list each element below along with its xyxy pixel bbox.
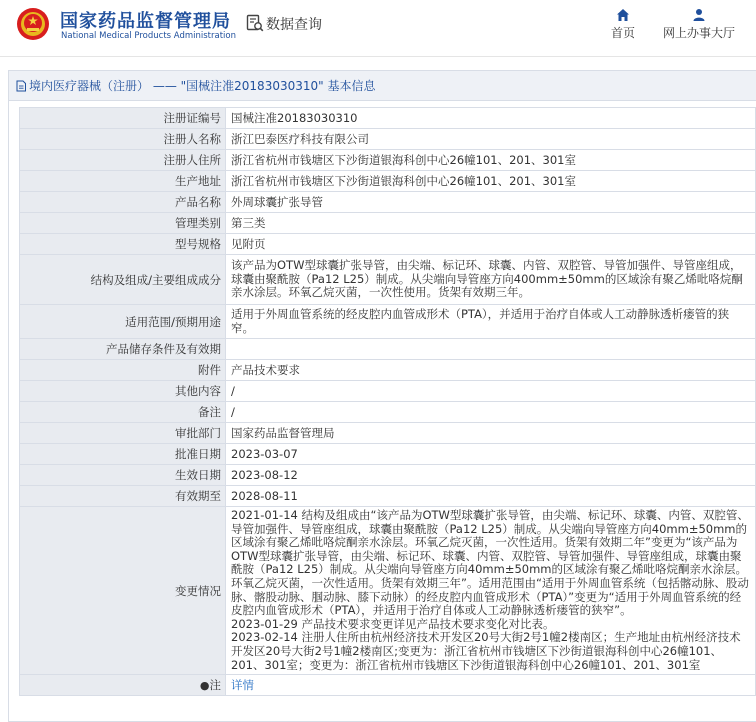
field-label: 注册人住所 [20, 150, 226, 171]
field-label: 附件 [20, 360, 226, 381]
field-value: / [226, 402, 756, 423]
table-row [20, 507, 756, 675]
table-row [20, 381, 756, 402]
field-value: 浙江巴泰医疗科技有限公司 [226, 129, 756, 150]
field-label: 产品名称 [20, 192, 226, 213]
note-label-cell [20, 675, 226, 696]
field-label: 产品储存条件及有效期 [20, 339, 226, 360]
field-value: 2023-08-12 [226, 465, 756, 486]
site-header [0, 0, 756, 56]
panel-title: 境内医疗器械（注册） —— "国械注准20183030310" 基本信息 [29, 79, 376, 93]
nav-home[interactable] [603, 8, 643, 41]
field-label: 注册证编号 [20, 108, 226, 129]
field-label: 审批部门 [20, 423, 226, 444]
table-row [20, 129, 756, 150]
field-value: 该产品为OTW型球囊扩张导管，由尖端、标记环、球囊、内管、双腔管、导管加强件、导管座组成，球囊由聚酰胺（Pa12 L25）制成。从尖端向导管座方向400mm±50mm的区域涂有聚乙烯吡咯烷酮亲水涂层。环氧乙烷灭菌，一次性使用。货架有效期三年。 [226, 255, 756, 305]
note-value [226, 675, 756, 696]
details-link[interactable]: 详情 [231, 678, 254, 693]
nav-online-office[interactable] [655, 8, 743, 41]
data-search-icon[interactable] [246, 14, 264, 32]
field-label: 生产地址 [20, 171, 226, 192]
field-value: 2028-08-11 [226, 486, 756, 507]
field-label: 注册人名称 [20, 129, 226, 150]
table-row [20, 360, 756, 381]
field-value: 产品技术要求 [226, 360, 756, 381]
field-label: 变更情况 [20, 507, 226, 675]
national-emblem-icon[interactable] [16, 7, 50, 41]
field-label: 生效日期 [20, 465, 226, 486]
change-entry: 2023-02-14 注册人住所由杭州经济技术开发区20号大街2号1幢2楼南区；生产地址由杭州经济技术开发区20号大街2号1幢2楼南区;变更为：浙江省杭州市钱塘区下沙街道银海科创中心26幢101、201、301室；变更为：浙江省杭州市钱塘区下沙街道银海科创中心26幢101、201、301室 [231, 630, 741, 672]
table-row [20, 234, 756, 255]
field-value: 外周球囊扩张导管 [226, 192, 756, 213]
home-icon [616, 8, 630, 22]
table-row [20, 213, 756, 234]
field-label: 备注 [20, 402, 226, 423]
field-label: 结构及组成/主要组成成分 [20, 255, 226, 305]
info-icon: ● [199, 678, 210, 692]
user-icon [692, 8, 706, 22]
table-row [20, 465, 756, 486]
panel-header [9, 71, 756, 101]
field-value: 浙江省杭州市钱塘区下沙街道银海科创中心26幢101、201、301室 [226, 171, 756, 192]
table-row [20, 171, 756, 192]
table-row [20, 402, 756, 423]
table-row [20, 423, 756, 444]
change-history [226, 507, 756, 675]
field-value: 2023-03-07 [226, 444, 756, 465]
field-value: 第三类 [226, 213, 756, 234]
change-entry: 2023-01-29 产品技术要求变更详见产品技术要求变化对比表。 [231, 616, 555, 631]
field-label: 有效期至 [20, 486, 226, 507]
field-label: 适用范围/预期用途 [20, 305, 226, 339]
field-value: 适用于外周血管系统的经皮腔内血管成形术（PTA），并适用于治疗自体或人工动静脉透析瘘管的狭窄。 [226, 305, 756, 339]
table-row [20, 339, 756, 360]
field-label: 管理类别 [20, 213, 226, 234]
site-title[interactable]: 国家药品监督管理局 [60, 11, 231, 32]
field-value: 见附页 [226, 234, 756, 255]
field-value: 浙江省杭州市钱塘区下沙街道银海科创中心26幢101、201、301室 [226, 150, 756, 171]
table-row [20, 192, 756, 213]
nav-home-label: 首页 [610, 26, 635, 40]
table-row [20, 444, 756, 465]
field-label: 其他内容 [20, 381, 226, 402]
table-row [20, 108, 756, 129]
field-value: 国械注准20183030310 [226, 108, 756, 129]
document-icon [15, 80, 27, 92]
device-info-table [19, 107, 756, 696]
note-label: 注 [209, 677, 221, 692]
table-row [20, 305, 756, 339]
field-value [226, 339, 756, 360]
table-row [20, 150, 756, 171]
detail-panel [8, 70, 756, 722]
header-divider [0, 56, 756, 57]
data-search-link[interactable]: 数据查询 [266, 17, 322, 33]
field-label: 型号规格 [20, 234, 226, 255]
site-subtitle: National Medical Products Administration [61, 31, 236, 41]
table-row [20, 255, 756, 305]
field-value: 国家药品监督管理局 [226, 423, 756, 444]
table-row [20, 486, 756, 507]
nav-online-office-label: 网上办事大厅 [662, 26, 735, 40]
change-entry: 2021-01-14 结构及组成由“该产品为OTW型球囊扩张导管，由尖端、标记环、球囊、内管、双腔管、导管加强件、导管座组成，球囊由聚酰胺（Pa12 L25）制成。从尖端向导管座方向40mm±50mm的区域涂有聚乙烯吡咯烷酮亲水涂层。环氧乙烷灭菌，一次性适用。货架有效期二年”变更为“该产品为OTW型球囊扩张导管，由尖端、标记环、球囊、内管、双腔管、导管加强件、导管座组成，球囊由聚酰胺（Pa12 L25）制成。从尖端向导管座方向40mm±50mm的区域涂有聚乙烯吡咯烷酮亲水涂层。环氧乙烷灭菌，一次性适用。货架有效期三年”。适用范围由“适用于外周血管系统（包括髂动脉、股动脉、髂股动脉、腘动脉、膝下动脉）的经皮腔内血管成形术（PTA）”变更为“适用于外周血管系统的经皮腔内血管成形术（PTA），并适用于治疗自体或人工动静脉透析瘘管的狭窄”。 [231, 508, 749, 618]
table-row [20, 675, 756, 696]
field-label: 批准日期 [20, 444, 226, 465]
field-value: / [226, 381, 756, 402]
